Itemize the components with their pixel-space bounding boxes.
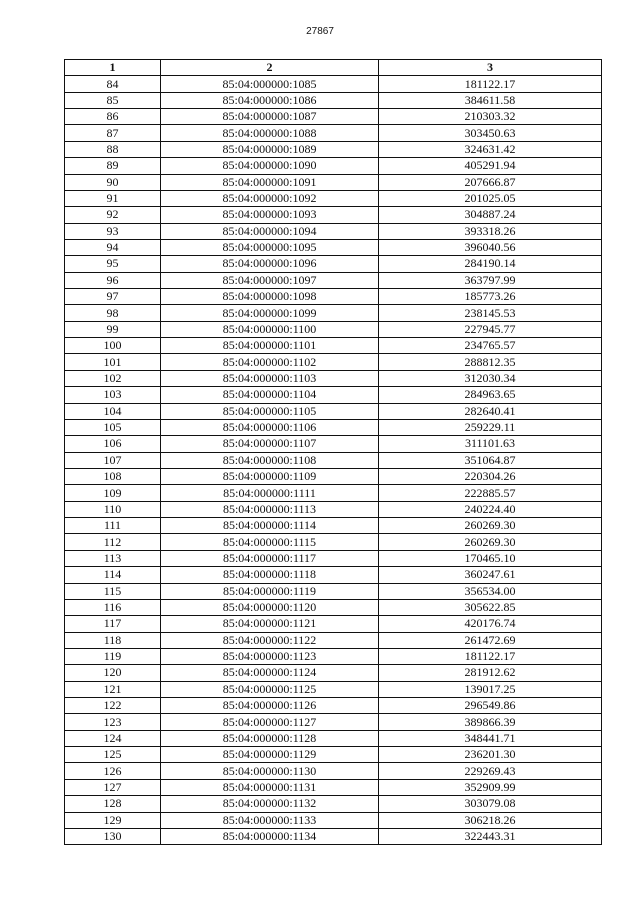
table-row <box>65 141 602 157</box>
row-number-cell: 109 <box>65 485 161 501</box>
table-row <box>65 305 602 321</box>
row-number-cell: 86 <box>65 109 161 125</box>
row-number-cell: 94 <box>65 239 161 255</box>
table-row <box>65 714 602 730</box>
row-number-cell: 95 <box>65 256 161 272</box>
cadastral-number-cell: 85:04:000000:1105 <box>161 403 379 419</box>
value-cell: 363797.99 <box>379 272 602 288</box>
value-cell: 384611.58 <box>379 92 602 108</box>
value-cell: 304887.24 <box>379 207 602 223</box>
cadastral-number-cell: 85:04:000000:1106 <box>161 419 379 435</box>
row-number-cell: 117 <box>65 616 161 632</box>
column-header-3: 3 <box>379 60 602 76</box>
value-cell: 234765.57 <box>379 338 602 354</box>
table-row <box>65 599 602 615</box>
value-cell: 420176.74 <box>379 616 602 632</box>
table-row <box>65 779 602 795</box>
cadastral-number-cell: 85:04:000000:1126 <box>161 698 379 714</box>
cadastral-number-cell: 85:04:000000:1121 <box>161 616 379 632</box>
table-row <box>65 501 602 517</box>
row-number-cell: 128 <box>65 796 161 812</box>
table-row <box>65 436 602 452</box>
value-cell: 229269.43 <box>379 763 602 779</box>
page-number: 27867 <box>306 26 334 37</box>
value-cell: 207666.87 <box>379 174 602 190</box>
table-row <box>65 174 602 190</box>
cadastral-number-cell: 85:04:000000:1128 <box>161 730 379 746</box>
cadastral-number-cell: 85:04:000000:1095 <box>161 239 379 255</box>
value-cell: 240224.40 <box>379 501 602 517</box>
table-body <box>65 76 602 845</box>
value-cell: 393318.26 <box>379 223 602 239</box>
cadastral-number-cell: 85:04:000000:1088 <box>161 125 379 141</box>
row-number-cell: 103 <box>65 387 161 403</box>
row-number-cell: 123 <box>65 714 161 730</box>
row-number-cell: 110 <box>65 501 161 517</box>
value-cell: 222885.57 <box>379 485 602 501</box>
row-number-cell: 129 <box>65 812 161 828</box>
table-row <box>65 485 602 501</box>
cadastral-number-cell: 85:04:000000:1092 <box>161 190 379 206</box>
row-number-cell: 100 <box>65 338 161 354</box>
row-number-cell: 111 <box>65 518 161 534</box>
table-row <box>65 419 602 435</box>
cadastral-number-cell: 85:04:000000:1114 <box>161 518 379 534</box>
row-number-cell: 130 <box>65 828 161 844</box>
value-cell: 405291.94 <box>379 158 602 174</box>
table-row <box>65 567 602 583</box>
value-cell: 259229.11 <box>379 419 602 435</box>
row-number-cell: 124 <box>65 730 161 746</box>
row-number-cell: 84 <box>65 76 161 92</box>
table-row <box>65 338 602 354</box>
row-number-cell: 98 <box>65 305 161 321</box>
cadastral-number-cell: 85:04:000000:1130 <box>161 763 379 779</box>
table-row <box>65 125 602 141</box>
row-number-cell: 127 <box>65 779 161 795</box>
cadastral-number-cell: 85:04:000000:1093 <box>161 207 379 223</box>
cadastral-number-cell: 85:04:000000:1108 <box>161 452 379 468</box>
value-cell: 324631.42 <box>379 141 602 157</box>
value-cell: 227945.77 <box>379 321 602 337</box>
table-row <box>65 550 602 566</box>
column-header-1: 1 <box>65 60 161 76</box>
row-number-cell: 91 <box>65 190 161 206</box>
cadastral-number-cell: 85:04:000000:1113 <box>161 501 379 517</box>
row-number-cell: 99 <box>65 321 161 337</box>
table-row <box>65 321 602 337</box>
value-cell: 284190.14 <box>379 256 602 272</box>
row-number-cell: 102 <box>65 370 161 386</box>
cadastral-number-cell: 85:04:000000:1134 <box>161 828 379 844</box>
value-cell: 296549.86 <box>379 698 602 714</box>
row-number-cell: 89 <box>65 158 161 174</box>
table-row <box>65 289 602 305</box>
row-number-cell: 90 <box>65 174 161 190</box>
value-cell: 288812.35 <box>379 354 602 370</box>
cadastral-number-cell: 85:04:000000:1103 <box>161 370 379 386</box>
table-row <box>65 681 602 697</box>
table-row <box>65 730 602 746</box>
table-row <box>65 158 602 174</box>
row-number-cell: 97 <box>65 289 161 305</box>
table-row <box>65 616 602 632</box>
value-cell: 260269.30 <box>379 518 602 534</box>
cadastral-number-cell: 85:04:000000:1117 <box>161 550 379 566</box>
value-cell: 181122.17 <box>379 76 602 92</box>
row-number-cell: 101 <box>65 354 161 370</box>
value-cell: 303079.08 <box>379 796 602 812</box>
value-cell: 201025.05 <box>379 190 602 206</box>
table-row <box>65 518 602 534</box>
cadastral-number-cell: 85:04:000000:1133 <box>161 812 379 828</box>
row-number-cell: 116 <box>65 599 161 615</box>
cadastral-number-cell: 85:04:000000:1094 <box>161 223 379 239</box>
cadastral-number-cell: 85:04:000000:1100 <box>161 321 379 337</box>
value-cell: 311101.63 <box>379 436 602 452</box>
row-number-cell: 126 <box>65 763 161 779</box>
table-row <box>65 665 602 681</box>
cadastral-number-cell: 85:04:000000:1119 <box>161 583 379 599</box>
cadastral-number-cell: 85:04:000000:1097 <box>161 272 379 288</box>
table-row <box>65 403 602 419</box>
table-row <box>65 534 602 550</box>
row-number-cell: 107 <box>65 452 161 468</box>
table-row <box>65 109 602 125</box>
value-cell: 348441.71 <box>379 730 602 746</box>
table-row <box>65 239 602 255</box>
cadastral-number-cell: 85:04:000000:1085 <box>161 76 379 92</box>
value-cell: 282640.41 <box>379 403 602 419</box>
row-number-cell: 93 <box>65 223 161 239</box>
row-number-cell: 105 <box>65 419 161 435</box>
value-cell: 185773.26 <box>379 289 602 305</box>
table-row <box>65 76 602 92</box>
table-row <box>65 92 602 108</box>
row-number-cell: 87 <box>65 125 161 141</box>
table-header <box>65 60 602 76</box>
row-number-cell: 120 <box>65 665 161 681</box>
table-row <box>65 747 602 763</box>
row-number-cell: 115 <box>65 583 161 599</box>
row-number-cell: 108 <box>65 468 161 484</box>
row-number-cell: 113 <box>65 550 161 566</box>
column-header-2: 2 <box>161 60 379 76</box>
value-cell: 389866.39 <box>379 714 602 730</box>
value-cell: 210303.32 <box>379 109 602 125</box>
cadastral-number-cell: 85:04:000000:1086 <box>161 92 379 108</box>
value-cell: 220304.26 <box>379 468 602 484</box>
value-cell: 305622.85 <box>379 599 602 615</box>
value-cell: 170465.10 <box>379 550 602 566</box>
row-number-cell: 92 <box>65 207 161 223</box>
value-cell: 303450.63 <box>379 125 602 141</box>
row-number-cell: 104 <box>65 403 161 419</box>
table-row <box>65 190 602 206</box>
value-cell: 356534.00 <box>379 583 602 599</box>
row-number-cell: 119 <box>65 648 161 664</box>
value-cell: 396040.56 <box>379 239 602 255</box>
cadastral-number-cell: 85:04:000000:1120 <box>161 599 379 615</box>
cadastral-number-cell: 85:04:000000:1115 <box>161 534 379 550</box>
table-row <box>65 812 602 828</box>
row-number-cell: 106 <box>65 436 161 452</box>
cadastral-number-cell: 85:04:000000:1129 <box>161 747 379 763</box>
data-table <box>64 59 602 845</box>
value-cell: 312030.34 <box>379 370 602 386</box>
cadastral-number-cell: 85:04:000000:1099 <box>161 305 379 321</box>
table-row <box>65 828 602 844</box>
row-number-cell: 85 <box>65 92 161 108</box>
cadastral-number-cell: 85:04:000000:1111 <box>161 485 379 501</box>
value-cell: 261472.69 <box>379 632 602 648</box>
row-number-cell: 88 <box>65 141 161 157</box>
row-number-cell: 118 <box>65 632 161 648</box>
table-row <box>65 370 602 386</box>
row-number-cell: 112 <box>65 534 161 550</box>
table-row <box>65 387 602 403</box>
row-number-cell: 96 <box>65 272 161 288</box>
cadastral-number-cell: 85:04:000000:1124 <box>161 665 379 681</box>
value-cell: 236201.30 <box>379 747 602 763</box>
table-row <box>65 796 602 812</box>
cadastral-number-cell: 85:04:000000:1090 <box>161 158 379 174</box>
table-row <box>65 468 602 484</box>
cadastral-number-cell: 85:04:000000:1098 <box>161 289 379 305</box>
cadastral-number-cell: 85:04:000000:1091 <box>161 174 379 190</box>
value-cell: 360247.61 <box>379 567 602 583</box>
cadastral-number-cell: 85:04:000000:1087 <box>161 109 379 125</box>
row-number-cell: 114 <box>65 567 161 583</box>
table-row <box>65 763 602 779</box>
table-row <box>65 256 602 272</box>
value-cell: 351064.87 <box>379 452 602 468</box>
value-cell: 238145.53 <box>379 305 602 321</box>
cadastral-number-cell: 85:04:000000:1122 <box>161 632 379 648</box>
cadastral-number-cell: 85:04:000000:1123 <box>161 648 379 664</box>
row-number-cell: 121 <box>65 681 161 697</box>
cadastral-number-cell: 85:04:000000:1104 <box>161 387 379 403</box>
value-cell: 284963.65 <box>379 387 602 403</box>
cadastral-number-cell: 85:04:000000:1131 <box>161 779 379 795</box>
cadastral-number-cell: 85:04:000000:1096 <box>161 256 379 272</box>
cadastral-number-cell: 85:04:000000:1118 <box>161 567 379 583</box>
table-row <box>65 698 602 714</box>
table-row <box>65 207 602 223</box>
header-row <box>65 60 602 76</box>
value-cell: 181122.17 <box>379 648 602 664</box>
cadastral-number-cell: 85:04:000000:1109 <box>161 468 379 484</box>
value-cell: 322443.31 <box>379 828 602 844</box>
cadastral-number-cell: 85:04:000000:1132 <box>161 796 379 812</box>
table-row <box>65 272 602 288</box>
cadastral-number-cell: 85:04:000000:1101 <box>161 338 379 354</box>
row-number-cell: 122 <box>65 698 161 714</box>
cadastral-number-cell: 85:04:000000:1089 <box>161 141 379 157</box>
cadastral-number-cell: 85:04:000000:1107 <box>161 436 379 452</box>
value-cell: 260269.30 <box>379 534 602 550</box>
table-row <box>65 452 602 468</box>
row-number-cell: 125 <box>65 747 161 763</box>
cadastral-number-cell: 85:04:000000:1127 <box>161 714 379 730</box>
cadastral-number-cell: 85:04:000000:1102 <box>161 354 379 370</box>
cadastral-number-cell: 85:04:000000:1125 <box>161 681 379 697</box>
table-row <box>65 354 602 370</box>
value-cell: 139017.25 <box>379 681 602 697</box>
table-row <box>65 648 602 664</box>
table-row <box>65 223 602 239</box>
table-row <box>65 632 602 648</box>
table-row <box>65 583 602 599</box>
value-cell: 306218.26 <box>379 812 602 828</box>
value-cell: 352909.99 <box>379 779 602 795</box>
value-cell: 281912.62 <box>379 665 602 681</box>
